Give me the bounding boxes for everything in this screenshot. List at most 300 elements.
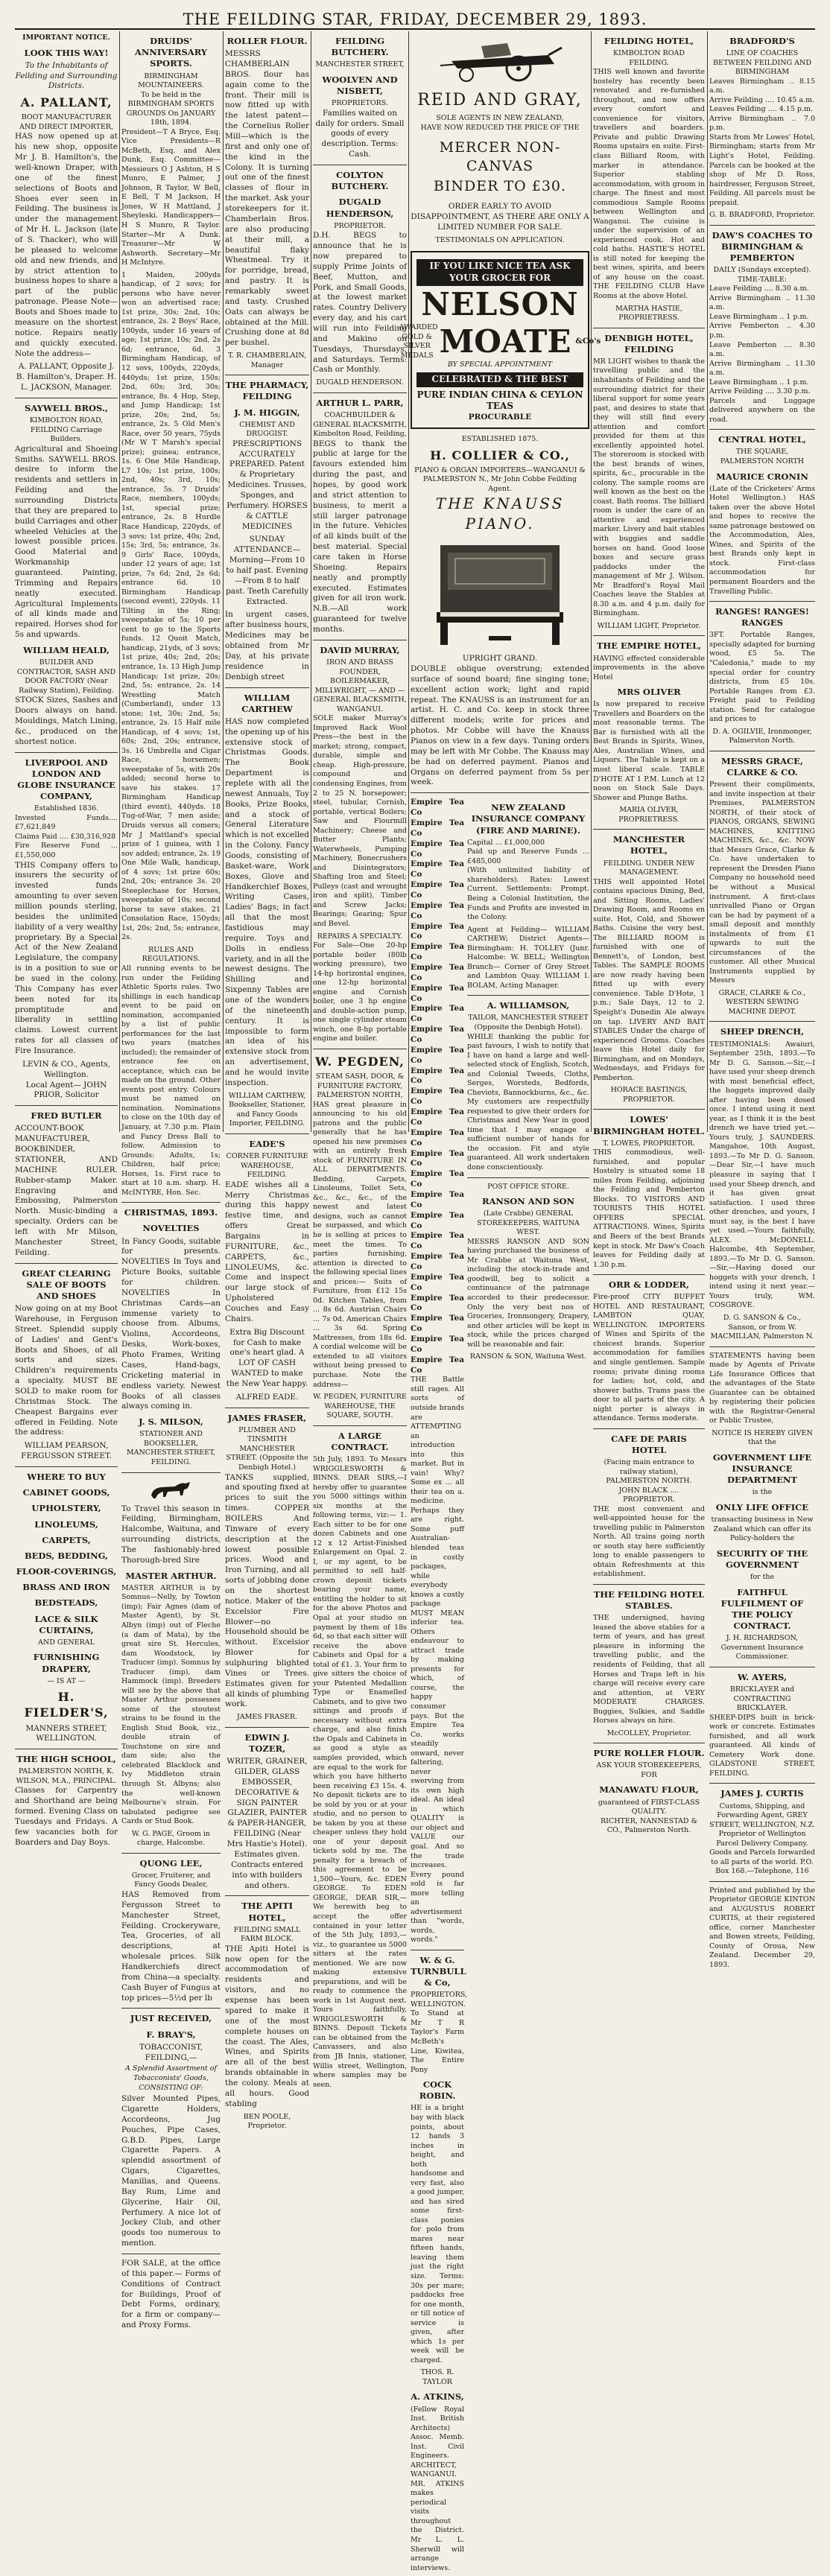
reid-order: ORDER EARLY TO AVOID DISAPPOINTMENT, AS THERE ARE ONLY A LIMITED NUMBER FOR SALE. xyxy=(411,202,589,232)
chamberlain-signature: T. R. CHAMBERLAIN, Manager xyxy=(227,352,307,369)
apiti-signature: BEN POOLE, Proprietor. xyxy=(243,2112,291,2131)
empire-tea-line: Empire Tea Co xyxy=(411,1045,464,1065)
divider xyxy=(121,1202,221,1203)
woolven-prop: PROPRIETORS. xyxy=(331,99,389,108)
daws-time: Arrive Birmingham .. 11.30 a.m. xyxy=(709,359,815,378)
only-body: transacting business in New Zealand which can offer its Policy-holders the xyxy=(711,1516,814,1543)
contract-title: A LARGE CONTRACT. xyxy=(331,1430,389,1452)
daws-time: Arrive Feilding .... 3.30 p.m. xyxy=(709,387,811,396)
butchery-street: MANCHESTER STREET, xyxy=(315,60,405,69)
divider xyxy=(709,1021,815,1022)
empire-tea-line: Empire Tea Co xyxy=(411,1334,464,1354)
high-school-subtitle: PALMERSTON NORTH, K. WILSON, M.A., PRINCIPAL. xyxy=(16,1767,117,1785)
tozer-title: EDWIN J. TOZER, xyxy=(244,1731,290,1755)
divider xyxy=(709,601,815,602)
fred-butler-body: ACCOUNT-BOOK MANUFACTURER, BOOKBINDER, STATIONER, AND MACHINE RULER. Rubber-stamp Maker. Engraving and Embossing, Palmerston North. Music-binding a specialty. Orders can be left with Mr Milson, Manchester Street, Feilding. xyxy=(15,1124,118,1257)
bradford-time: Arrive Birmingham .. 7.0 p.m. xyxy=(709,114,815,133)
cafe-body: THE most convenient and well-appointed house for the travelling public in Palmerston North. All trains going north or south stay here sufficiently long to enable passengers to obtain Refreshments at this establishment. xyxy=(593,1504,705,1579)
mercer-title: MERCER NON-CANVAS xyxy=(439,139,561,175)
fraser-subtitle: PLUMBER AND TINSMITH MANCHESTER STREET. (Opposite the Denbigh Hotel.) xyxy=(226,1425,308,1472)
divider xyxy=(225,1727,309,1728)
column-5 xyxy=(399,31,601,2572)
ranson-signature: RANSON & SON, Waituna West. xyxy=(469,1352,587,1361)
fielder-city: WELLINGTON. xyxy=(36,1734,97,1743)
fielder-line: — IS AT — xyxy=(47,1676,86,1685)
nz-paid: Paid up and Reserve Funds ... £485,000 xyxy=(467,847,589,865)
bastings-signature: HORACE BASTINGS, PROPRIETOR. xyxy=(610,1086,688,1104)
cafe-de-paris-title: CAFE DE PARIS HOTEL xyxy=(611,1433,687,1455)
manchester-body: THIS well appointed Hotel contains spacious Dining, Bed, and Sitting Rooms, Ladies' Drawing Room, and Rooms en suite. Hot, Cold, and Shower Baths. Cuisine the very best. The BILLIARD ROOM is furnished with one of Bennett's, of London, best Tables. The SAMPLE ROOMS are now ready having been fitted up with every convenience. Table D'Hote, 1 p.m.; Sale Days, 12 to 2. Speight's Dunedin Ale always on tap. LIVERY AND BAIT STABLES Under the charge of experienced Grooms. Coaches leave this Hotel daily for Birmingham, and on Mondays, Wednesdays, and Fridays for Pemberton. xyxy=(593,877,705,1082)
cronin-body: (Late of the Cricketers' Arms Hotel Wellington.) HAS taken over the above Hotel and hopes to receive the same patronage bestowed on the Accommodation, Ales, Wines, and Spirits of the best Brands only kept in stock. First-class accommodation for permanent Boarders and the Travelling Public. xyxy=(709,484,815,596)
fielder-line: FLOOR-COVERINGS, xyxy=(16,1566,117,1577)
lower-section xyxy=(411,798,589,2576)
apiti-title: THE APITI HOTEL, xyxy=(241,1901,294,1923)
williamson-subtitle: TAILOR, MANCHESTER STREET (Opposite the Denbigh Hotel). xyxy=(468,1014,589,1031)
druids-title: DRUIDS' ANNIVERSARY SPORTS. xyxy=(134,36,208,69)
bradford-title: BRADFORD'S xyxy=(729,36,795,46)
orr-lodder-title: ORR & LODDER, xyxy=(609,1279,689,1291)
stables-title: THE FEILDING HOTEL STABLES. xyxy=(593,1588,705,1612)
nz-insurance-body: (With unlimited liability of shareholders). Rates: Lowest Current. Settlements: Prompt. Being a Colonial Institution, the Funds and Profits are invested in the Colony. xyxy=(467,866,589,922)
bradford-subtitle: LINE OF COACHES BETWEEN FEILDING AND BIRMINGHAM xyxy=(713,49,811,77)
divider xyxy=(593,1274,705,1275)
fred-butler-title: FRED BUTLER xyxy=(31,1110,102,1122)
pearson-signature: WILLIAM PEARSON, FERGUSSON STREET. xyxy=(21,1441,112,1461)
medals-awarded: AWARDED GOLD & SILVER MEDALS xyxy=(399,323,438,360)
divider xyxy=(313,392,407,393)
lower-right xyxy=(467,798,589,2576)
local-agent: Local Agent— JOHN PRIOR, Solicitor xyxy=(25,1080,107,1100)
is-the: is the xyxy=(752,1488,773,1497)
nz-capital: Capital ... £1,000,000 xyxy=(467,838,545,847)
grace-signature: GRACE, CLARKE & Co., WESTERN SEWING MACHINE DEPOT. xyxy=(718,988,806,1016)
daws-time: Leave Pemberton .... 8.30 a.m. xyxy=(709,340,815,359)
murray-for-sale: For Sale—One 20-hp portable boiler (80lb working pressure), two 14-hp horizontal engines, one 12-hp horizontal engine and Cornish boiler, one 3 hp engine and double-action pump, one single cylinder steam winch, one 8-hp portable engine and boiler. xyxy=(313,941,407,1043)
funds-fire: Fire Reserve Fund ... £1,550,000 xyxy=(15,842,118,859)
celebrated-best: CELEBRATED & THE BEST xyxy=(416,372,583,387)
higgin-subtitle: CHEMIST AND DRUGGIST. xyxy=(239,420,295,439)
manawatu-flour: MANAWATU FLOUR, xyxy=(599,1784,699,1796)
taylor-signature: THOS. R. TAYLOR xyxy=(420,2368,454,2386)
column-6 xyxy=(593,31,706,1835)
empire-tea-line: Empire Tea Co xyxy=(411,1189,464,1209)
divider xyxy=(467,995,589,996)
divider xyxy=(15,752,118,753)
feilding-hotel-subtitle: KIMBOLTON ROAD FEILDING. xyxy=(613,49,685,67)
only-life-office: ONLY LIFE OFFICE xyxy=(715,1501,809,1513)
high-school-body: Classes for Carpentry and Shorthand are being formed. Evening Class on Tuesdays and Fridays. A few vacancies both for Boarders and Day Boys. xyxy=(15,1786,118,1847)
fielder-line: FURNISHING DRAPERY, xyxy=(33,1652,100,1674)
empire-tea-line: Empire Tea Co xyxy=(411,963,464,982)
pegden-subtitle: STEAM SASH, DOOR, & FURNITURE FACTORY, PALMERSTON NORTH, xyxy=(315,1072,405,1100)
empire-tea-line: Empire Tea Co xyxy=(411,1293,464,1313)
cock-robin-title: COCK ROBIN. xyxy=(419,2079,456,2102)
fielder-line: BEDS, BEDDING, xyxy=(24,1550,109,1561)
empire-tea-line: Empire Tea Co xyxy=(411,1107,464,1127)
higgin-title: J. M. HIGGIN, xyxy=(234,407,300,418)
ranges-title: RANGES! RANGES! RANGES xyxy=(715,606,809,629)
curtis-title: JAMES J. CURTIS xyxy=(720,1788,804,1799)
forms-for-sale: FOR SALE, at the office of this paper.— Forms of Conditions of Contract for Buildings, Proof of Debt Forms, ordinary, for a firm or company—and Proxy Forms. xyxy=(121,2258,221,2330)
cock-robin-stand: To Stand at Mr T R Taylor's Farm McBeth's Line, Kiwitea, The Entire Pony xyxy=(411,2009,464,2074)
oliver-body: Is now prepared to receive Travellers and Boarders on the most reasonable terms. The Bar is furnished with all the Best Brands in Spirits, Wines, Ales, Australian Wines, and Liquors. The Table is kept on a most liberal scale. TABLE D'HOTE AT 1 P.M. Lunch at 12 noon on Stock Sale Days. Shower and Plunge Baths. xyxy=(593,700,706,802)
empire-tea-line: Empire Tea Co xyxy=(411,983,464,1003)
nelson-wordmark: NELSON xyxy=(421,286,579,323)
higgin-body: PRESCRIPTIONS ACCURATELY PREPARED. Patent & Proprietary Medicines. Trusses, Sponges, and Perfumery. HORSES & CATTLE MEDICINES xyxy=(226,439,308,531)
druids-officers: President—T A Bryce, Esq. Vice Presidents—R McBeth, Esq. and Alex Dunk, Esq. Committee—Messieurs O J Ashton, H S Munro, E Palmer, J Johnson, R Taylor, W Bell, E Bell, T M Jackson, H Jones, W H Mattland, J Sheyleski. Handicappers—H S Munro, R Taylor. Starter—Mr A Dunk. Treasurer—Mr W Ashworth. Secretary—Mr H McIntyre. xyxy=(121,127,221,267)
fielder-line: CARPETS, xyxy=(42,1534,91,1545)
divider xyxy=(15,1263,118,1264)
empire-tea-line: Empire Tea Co xyxy=(411,818,464,838)
druids-held: To be held in the BIRMINGHAM SPORTS GROUNDS On JANUARY 18th, 1894. xyxy=(126,90,216,127)
bradford-time: Leaves Feilding .... 4.15 p.m. xyxy=(709,105,813,114)
ayers-subtitle: BRICKLAYER and CONTRACTING BRICKLAYER. xyxy=(729,1685,795,1713)
nz-insurance-title: NEW ZEALAND INSURANCE COMPANY (FIRE AND MARINE). xyxy=(471,802,586,836)
ayers-body: SHEEP-DIPS built in brick-work or concrete. Estimates furnished, and all work guaranteed. All kinds of Cemetery Work done. GLADSTONE STREET, FEILDING. xyxy=(709,1713,815,1778)
eade-body: EADE wishes all a Merry Christmas during this happy festive time, and offers Great Bargains in FURNITURE, &c., CARPETS, &c., LINOLEUMS, &c. Come and inspect our large stock of Upholstered Couches and Easy Chairs. xyxy=(225,1180,309,1323)
flour-guaranteed: guaranteed of FIRST-CLASS QUALITY. xyxy=(598,1798,700,1816)
column-divider xyxy=(223,31,224,1132)
turnbull-title: W. & G. TURNBULL & Co, xyxy=(411,1954,466,1988)
divider xyxy=(593,1428,705,1429)
moate-company: &Co's xyxy=(575,337,601,346)
butchery-body: Families waited on daily for orders. Small goods of every description. Terms: Cash. xyxy=(315,108,405,159)
denbigh-body: MR LIGHT wishes to thank the travelling public and the inhabitants of Feilding and the surrounding district for their liberal support for some years past, and desires to state that they will still find every attention and comfort provided for them at this excellently appointed hotel. The storeroom is stocked with the best brands of wines, spirits, &c., procurable in the colony. The sample rooms are well known as the best on the coast. Bath rooms. The billiard room is under the care of an attentive and experienced marker. Livery and bait stables with buggies and saddle horses on hand. Good loose boxes and secure grass paddocks under the management of Mr J. Wilson. Mr Bradford's Royal Mail Coaches leave the Stables at 8.30 a.m. and 4 p.m. daily for Birmingham. xyxy=(593,357,705,618)
bray-subtitle: A Splendid Assortment of Tobacconists' Goods, CONSISTING OF: xyxy=(125,2064,217,2092)
druids-events: 1 Maiden, 200yds handicap, of 2 sovs; for persons who have never won an advertised race; 1st prize, 30s; 2nd, 10s; entrance, 2s. 2 Boys' Race, 100yds, under 16 years of age; 1st prize, 10s; 2nd, 2s 6d; entrance, 6d. 3 Birmingham Handicap, of 12 sovs, 100yds, 220yds, 440yds; 1st prize, 150s; 2nd, 60s; 3rd, 30s; entrance, 8s. 4 Hop, Step, and Jump Handicap; 1st prize, 20s; 2nd, 5s; entrance, 2s. 5 Old Men's Race, over 50 years, 75yds (Mr W T Marsh's special prize); guinea; entrance, 1s. 6 One Mile Handicap, L7 10s; 1st prize, 100s; 2nd, 40s; 3rd, 10s; entrance, 5s. 7 Druids' Race, members, 100yds; 1st, special prize; entrance, 2s. 8 Hurdle Race Handicap, 220yds, of 3 sovs; 1st prize, 40s; 2nd, 15s; 3rd, 5s; entrance, 3s. 9 Girls' Race, 100yds, under 12 years of age; 1st prize, 7s 6d; 2nd, 2s 6d; entrance 6d. 10 Birmingham Handicap (second event), 220yds. 11 Tilting in the Ring; sweepstake of 5s; 10 per cent to go to the Sports funds. 12 Quoit Match, handicap, 21yds, of 3 sovs; 1st prize, 40s; 2nd, 20s; entrance, 1s. 13 High Jump Handicap; 1st prize, 20s; 2nd, 5s; entrance, 2s. 14 Wrestling Match (Cumberland), under 13 stone; 1st, 30s; 2nd, 5s; entrance, 2s. 15 Half mile Handicap, of 4 sovs; 1st, 60s; 2nd, 20s; entrance, 3s. 16 Umbrella and Cigar Race, horsemen; sweepstake of 5s, with 20s added; second horse to save his stakes. 17 Birmingham Handicap (third event), 440yds. 18 Tug-of-War, 7 men aside; Druids versus all comers; Mr J Mattland's special prize of 1 guinea, with 1 sov added; entrance, 2s. 19 One Mile Walk, handicap, of 4 sovs; 1st prize 60s; 2nd, 20s; entrance 3s. 20 Steeplechase for Horses, sweepstake of 10s; second horse to save stakes. 21 Consolation Race, 150yds; 1st, 20s; 2nd, 5s; entrance, 2s. xyxy=(121,270,221,942)
lowes-proprietor: T. LOWES, PROPRIETOR. xyxy=(603,1139,695,1148)
bray-body: Silver Mounted Pipes, Cigarette Holders, Accordeons, Jug Pouches, Pipe Cases, G.B.D. Pipes, Large Cigarette Papers. A splendid assortment of Cigars, Cigarettes, Manillas, and Queens. Bay Rum, Lime and Glycerine, Hair Oil, Perfumery. A nice lot of Jockey Club, and other goods too numerous to mention. xyxy=(121,2094,221,2248)
liverpool-est: Established 1836. xyxy=(34,804,99,813)
levin-agents: LEVIN & CO., Agents, Wellington. xyxy=(22,1059,110,1079)
masthead: THE FEILDING STAR, FRIDAY, DECEMBER 29, 1893. xyxy=(183,10,647,28)
central-hotel-title: CENTRAL HOTEL, xyxy=(718,434,806,445)
henderson-title: DUGALD HENDERSON, xyxy=(326,197,394,219)
column-7 xyxy=(709,31,815,1970)
empire-hotel-title: THE EMPIRE HOTEL, xyxy=(596,640,702,652)
fielder-line: UPHOLSTERY, xyxy=(31,1503,101,1514)
saywell-body: Agricultural and Shoeing Smiths. SAYWELL BROS. desire to inform the residents and settlers in Feilding and the surrounding Districts that they are prepared to build Carriages and other wheeled Vehicles at the lowest possible prices. Good Material and Workmanship guaranteed. Painting, Trimming and Repairs neatly executed. Agricultural Implements of all kinds made and repaired. Horses shod for 5s and upwards. xyxy=(15,444,118,640)
pallant-body: HAS now opened up at his new shop, opposite Mr J. B. Hamilton's, the well-known Draper, with one of the finest selections of Boots and Shoes ever seen in Feilding. The business is under the management of Mr H. L. Jackson (late of S. Thacker), who will be pleased to welcome old and new friends, and by strict attention to business hopes to share a part of the public patronage. Please Note—Boots and Shoes made to measure on the shortest notice. Repairs neatly and quickly executed. Note the address— xyxy=(15,132,118,358)
lowes-body: THIS commodious, well-furnished, and popular Hostelry is situated some 18 miles from Feilding, adjoining the Feilding and Pemberton Blocks. TO VISITORS AND TOURISTS THIS HOTEL OFFERS SPECIAL ATTRACTIONS. Wines, Spirits and Beers of the best Brands kept in stock. Mr Daw's Coach leaves for Feilding daily at 1.30 p.m. xyxy=(593,1148,705,1269)
reid-gray-title: REID AND GRAY, xyxy=(417,91,583,109)
cock-robin-body: HE is a bright bay with black points, about 12 hands 3 inches in height, and both handsome and very fast, also a good jumper, and has sired some first-class ponies for polo from mares near fifteen hands, leaving them just the right size. Terms: 30s per mare; paddocks free for one month, or till notice of service is given, after which 1s per week will be charged. xyxy=(411,2104,464,2364)
druids-rules: All running events to be run under the Feilding Athletic Sports rules. Two shillings in each handicap event to be paid on nomination, accompanied by a list of public performances for the last two years (matches included); the remainder of entrance fee on acceptance, which can be made on the ground. Other events post entry. Colours must be named on nomination. Nominations to close on the 10th day of January, at 7.30 p.m. Plain and Fancy Dress Ball to follow. Admission to Grounds: Adults, 1s; Children, half price; Horses, 1s. First race to start at 10 a.m. sharp. H. McINTYRE, Hon. Sec. xyxy=(121,964,221,1197)
page-signature: W. G. PAGE, Groom in charge, Halcombe. xyxy=(131,1829,211,1848)
oliver-title: MRS OLIVER xyxy=(617,687,681,698)
column-3 xyxy=(225,31,309,2131)
pegden-body: HAS great pleasure in announcing to his old patrons and the public generally that he has opened his new premises with an entirely fresh stock of FURNITURE IN ALL DEPARTMENTS. Bedding, Carpets, Linoleums, Toilet Sets, &c., &c., &c., of the newest and latest designs, such as cannot be surpassed, and which he is selling at prices to meet the times. To parties furnishing, attention is directed to the following special lines and prices:— Suits of Furniture, from £12 15s 0d. Kitchen Tables, from ... 8s 6d. Austrian Chairs ... 7s 0d. American Chairs ... 3s 6d. Spring Mattresses, from 18s 6d. A cordial welcome will be extended to all visitors without being pressed to purchase. Note the address— xyxy=(313,1100,407,1389)
empire-tea-list xyxy=(411,798,468,2576)
empire-tea-line: Empire Tea Co xyxy=(411,1148,464,1168)
bradford-signature: G. B. BRADFORD, Proprietor. xyxy=(709,211,815,220)
atkins-body: (Fellow Royal Inst. British Architects) Assoc. Memb. Inst. Civil Engineers. ARCHITECT, WANGANUI. MR. ATKINS makes periodical visits throughout the District. Mr L. L. Sherwill will arrange interviews. xyxy=(411,2405,464,2572)
urgent-cases: In urgent cases, after business hours, Medicines may be obtained from Mr Day, at his private residence in Denbigh street xyxy=(225,610,309,681)
for-the: for the xyxy=(750,1573,775,1582)
carthew-title: WILLIAM CARTHEW xyxy=(241,692,293,714)
look-heading: LOOK THIS WAY! xyxy=(24,47,109,58)
empire-battle-text: THE Battle still rages. All sorts of outside brands are ATTEMPTING an introduction into this market. But in vain! Why? Some ex ... all their tea on a. medicine. Perhaps they are right. Some puff Australian-blended teas in costly packages, while everybody knows a costly package MUST MEAN inferior tea. Others endeavour to attract trade by making presents for which, of course, the happy consumer pays. But the Empire Tea Co. works steadily onward, never faltering, never swerving from its own high ideal. An ideal in which QUALITY is our object and VALUE our goal. And so the trade increases. Every pound sold is far more telling an advertisement than "words, words, words." xyxy=(411,1376,464,1944)
high-school-title: THE HIGH SCHOOL, xyxy=(16,1754,116,1765)
fielder-line: BRASS AND IRON xyxy=(22,1582,110,1593)
atkins-title: A. ATKINS, xyxy=(411,2391,464,2402)
collier-subtitle: PIANO & ORGAN IMPORTERS—WANGANUI & PALMERSTON N., Mr John Cobbe Feilding Agent. xyxy=(414,465,586,493)
novelties-heading: NOVELTIES xyxy=(142,1223,200,1234)
heald-body: STOCK Sizes, Sashes and Doors always on hand. Mouldings, Match Lining, &c., produced on the shortest notice. xyxy=(15,696,118,746)
novelties-body: In Fancy Goods, suitable for presents. NOVELTIES In Toys and Picture Books, suitable for children. NOVELTIES In Christmas Cards—an immense variety to choose from. Albums, Violins, Accordeons, Desks, Work-boxes, Photo Frames, Writing Cases, Hand-bags, Cricketing material in endless variety. Newest Books of all classes always coming in. xyxy=(121,1236,221,1411)
saywell-title: SAYWELL BROS., xyxy=(25,402,108,413)
empire-tea-line: Empire Tea Co xyxy=(411,900,464,920)
reid-reduced: HAVE NOW REDUCED THE PRICE OF THE xyxy=(420,123,580,132)
repairs-specialty: REPAIRS A SPECIALTY. xyxy=(317,932,403,941)
druids-rules-heading: RULES AND REGULATIONS. xyxy=(142,945,200,964)
druids-club: BIRMINGHAM MOUNTAINEERS. xyxy=(138,71,204,90)
light-signature: WILLIAM LIGHT, Proprietor. xyxy=(597,621,701,630)
fraser-title: JAMES FRASER, xyxy=(227,1412,307,1423)
ogilvie-signature: D. A. OGILVIE, Ironmonger, Palmerston North. xyxy=(712,727,812,745)
funds-claims: Claims Paid .... £30,316,928 xyxy=(15,832,116,841)
empire-tea-line: Empire Tea Co xyxy=(411,1004,464,1024)
divider xyxy=(709,1881,815,1882)
divider xyxy=(225,1133,309,1134)
divider xyxy=(709,225,815,226)
daws-time: Arrive Birmingham .. 11.30 a.m. xyxy=(709,293,815,312)
woolven-title: WOOLVEN AND NISBETT, xyxy=(322,74,398,97)
ask-storekeepers: ASK YOUR STOREKEEPERS, FOR xyxy=(596,1761,702,1779)
fielder-title: H. FIELDER'S, xyxy=(24,1690,109,1720)
eade-title: EADE'S xyxy=(249,1138,285,1149)
that-the: that the xyxy=(748,1438,776,1447)
empire-tea-line: Empire Tea Co xyxy=(411,798,464,818)
timetable-heading: TIME-TABLE: xyxy=(738,275,787,284)
tozer-body: WRITER, GRAINER, GILDER, GLASS EMBOSSER, DECORATIVE & SIGN PAINTER GLAZIER, PAINTER & PAPER-HANGER, FEILDING (Near Mrs Hastie's Hotel). Estimates given. Contracts entered into with builders and others. xyxy=(226,1757,308,1890)
empire-tea-line: Empire Tea Co xyxy=(411,1314,464,1334)
column-2 xyxy=(121,31,221,2330)
parr-subtitle: COACHBUILDER & GENERAL BLACKSMITH, Kimbolton Road, Feilding, xyxy=(313,411,407,439)
bradford-time: Leaves Birmingham .. 8.15 a.m. xyxy=(709,77,815,95)
column-divider xyxy=(408,31,409,1132)
tea-ask-grocer: IF YOU LIKE NICE TEA ASK YOUR GROCER FOR xyxy=(416,259,583,286)
master-arthur-body: MASTER ARTHUR is by Somnus—Nelly, by Towton (imp); Fair Agnes (dam of Master Agent), by St. Albyn (imp) out of Fleche (a dam of Mata), by the great sire St. Hercules, dam Woodstock, by Traducer (imp). Somnus by Traducer (imp), dam Hammock (imp). Breeders will see by the above that Master Arthur possesses some of the stoutest strains to be found in the English Stud Book, viz., double strain of Touchstone on sire and dam side; also the celebrated Blacklock and Ivy Middleton strain through St. Albyns; also the well-known Melbourne's strain. For tabulated pedigree see Cards or Stud Book. xyxy=(121,1583,221,1826)
sheep-drench-title: SHEEP DRENCH, xyxy=(720,1026,805,1037)
empire-tea-line: Empire Tea Co xyxy=(411,1128,464,1148)
carthew-body: HAS now completed the opening up of his extensive stock of Christmas Goods. The Book Department is replete with all the newest Annuals, Toy Books, Prize Books, and a stock of General Literature which is not excelled in the Colony. Fancy Goods, consisting of Basket-ware, Work Boxes, Glove and Handkerchief Boxes, Writing Cases, Ladies' Bags; in fact all that the most fastidious may require. Toys and Dolls in endless variety, and in all the newest designs. The Shilling and Sixpenny Tables are one of the wonders of the nineteenth century. It is impossible to form an idea of his extensive stock from an advertisement, and he would invite inspection. xyxy=(225,716,309,1087)
special-appointment: BY SPECIAL APPOINTMENT xyxy=(447,360,553,369)
clearing-sale-body: Now going on at my Boot Warehouse, in Ferguson Street. Splendid supply of Ladies' and Gent's Boots and Shoes, of all sorts and sizes. Children's requirements a specialty. MUST BE SOLD to make room for Christmas Stock. The Cheapest Bargains ever offered in Feilding. Note the address: xyxy=(15,1304,118,1437)
fielder-line: BEDSTEADS, xyxy=(34,1597,98,1609)
murray-body: SOLE maker Murray's Improved Rack Wool Press—the best in the market; strong, compact, durable, simple and cheap. High-pressure, compound and condensing Engines, from 2 to 25 N. horsepower; steel, tubular, Cornish, portable, vertical Boilers; Saw and Flourmill Machinery; Cheese and Butter Plants; Waterwheels, Pumping Machinery, Bonecrushers and Disintegrators; Shafting Iron and Steel; Pulleys (cast and wrought iron and split), Timber and Screw Jacks; Bearings; Gearing; Spur and Bevel. xyxy=(313,714,407,928)
saywell-subtitle: KIMBOLTON ROAD, FEILDING Carriage Builders. xyxy=(29,416,104,444)
column-divider xyxy=(707,31,708,1132)
eade-subtitle: CORNER FURNITURE WAREHOUSE, FEILDING. xyxy=(226,1152,308,1180)
contract-body: 5th July, 1893. To Messrs WRIGGLESWORTH & BINNS. DEAR SIRS,—I hereby offer to guarantee you 5000 sittings within six months at the following terms, viz:— 1. Each sitter to be for one dozen Cabinets and one 12 x 12 Artist-Finished Enlargement on Opal. 2. I, or my agent, to be permitted to sell half-crown deposit tickets bearing your name, entitling the holder to sit for the above Photos and Opal at your studio on payment by them of 18s 6d, so that each sitter will receive the above Cabinets and Opal for a total of £1. 3. Your firm to give sitters the choice of your Patented Medallion Type or Enamelled Cabinets, and to give two sittings and proofs if necessary without extra charge, and also finish the Opals and Cabinets in as good a style as samples provided, which are equal to the work for which you have hitherto been receiving £3 15s. 4. No deposit tickets are to be sold by you or at your studio, and no person to be taken by you at these cheaper unless they hold one of your deposit tickets sold by me. The penalty for a breach of this agreement to be 1,500—Yours, &c. EDEN GEORGE. To EDEN GEORGE, DEAR SIR,—We herewith beg to accept the offer contained in your letter of the 5th July, 1893,—viz., to guarantee us 5000 sitters at the rates mentioned. We are now making extensive preparations, and will be ready to commence the work in 1st August next. Yours faithfully, WRIGGLESWORTH & BINNS. Deposit Tickets can be obtained from the Canvassers, and also from JB Innis, stationer, Willis street, Wellington, where samples may be seen. xyxy=(313,1454,407,2089)
cafe-subtitle: (Facing main entrance to railway station), PALMERSTON NORTH. xyxy=(604,1458,694,1486)
divider xyxy=(709,429,815,430)
nelson-moate-ad xyxy=(399,251,601,429)
fielder-line: LINOLEUMS, xyxy=(34,1518,98,1530)
collier-title: H. COLLIER & CO., xyxy=(430,448,570,462)
procurable: PROCURABLE xyxy=(468,413,532,422)
column-divider xyxy=(119,31,120,1132)
masthead-rule xyxy=(15,28,815,30)
notice-heading: IMPORTANT NOTICE. xyxy=(22,34,110,42)
binder-price: BINDER TO £30. xyxy=(433,178,567,195)
daws-time: Leave Birmingham .. 1 p.m. xyxy=(709,378,809,387)
ranson-subtitle: (Late Crabbe) GENERAL STOREKEEPERS, WAITUNA WEST. xyxy=(477,1209,580,1237)
divider xyxy=(593,635,705,636)
where-to-buy: WHERE TO BUY xyxy=(27,1472,106,1483)
nz-insurance-agents: Agent at Feilding— WILLIAM CARTHEW; District Agents— Birmingham: H. TOLLEY (Junr. Halcombe: W. BELL; Wellington Branch— Corner of Grey Street and Lambton Quay. WILLIAM I. BOLAM, Acting Manager. xyxy=(467,925,589,990)
bradford-time: Arrive Feilding .... 10.45 a.m. xyxy=(709,95,815,104)
henderson-signature: DUGALD HENDERSON. xyxy=(316,378,404,387)
central-subtitle: THE SQUARE, PALMERSTON NORTH xyxy=(720,448,805,465)
divider xyxy=(121,1472,221,1473)
piano-icon xyxy=(425,538,574,649)
heald-subtitle: BUILDER AND CONTRACTOR, SASH AND DOOR FACTORY (Near Railway Station), Feilding. xyxy=(16,658,116,695)
empire-tea-line: Empire Tea Co xyxy=(411,1355,464,1375)
daws-title: DAW'S COACHES TO BIRMINGHAM & PEMBERTON xyxy=(712,229,813,264)
ranson-body: MESSRS RANSON AND SON having purchased the business of Mr Crabbe at Waituna West, including the stock-in-trade and goodwill, beg to solicit a continuance of the patronage accorded to their predecessor. Only the very best nos of Groceries, Ironmongery, Drapery, and other articles will be kept in stock, while the prices charged will be reasonable and fair. xyxy=(467,1237,589,1349)
empire-tea-line: Empire Tea Co xyxy=(411,1231,464,1251)
master-arthur-title: MASTER ARTHUR. xyxy=(125,1570,217,1581)
empire-tea-line: Empire Tea Co xyxy=(411,1252,464,1271)
divider xyxy=(15,1105,118,1106)
moate-wordmark: MOATE xyxy=(439,323,571,360)
empire-hotel-body: HAVING effected considerable improvements in the above Hotel xyxy=(593,654,705,681)
quong-subtitle: Grocer, Fruiterer, and Fancy Goods Dealer, xyxy=(131,1871,211,1889)
divider xyxy=(225,687,309,688)
reid-testimonials: TESTIMONIALS ON APPLICATION. xyxy=(435,235,565,244)
murray-subtitle: IRON AND BRASS FOUNDER, BOILERMAKER, MILLWRIGHT, — AND — GENERAL BLACKSMITH, WANGANUI. xyxy=(313,658,407,713)
sheep-drench-body: TESTIMONIALS: Awaiuri, September 25th, 1893.—To Mr D. G. Sanson.—Sir,—I have used your sheep drench with most beneficial effect, the hoggets improved daily after having been dosed once. I intend using it next year, as I think it is the best drench we have tried yet.—Yours truly, J. SAUNDERS. Mangahoe, 10th August, 1893.—To Mr D. G. Sanson.—Dear Sir,—I have much pleasure in saying that I used your Sheep drench, and it has given great satisfaction. I used three other drenches, and yours, I must say, is the best I have yet used.—Yours faithfully, ALEX. McDONELL. Halcombe, 4th September, 1893.—To Mr D. G. Sanson.—Sir,—Having dosed our hoggets with your drench, I intend using it next year.—Yours truly, WM. COSGROVE. xyxy=(709,1040,815,1310)
column-1 xyxy=(15,31,118,1847)
divider xyxy=(593,1584,705,1585)
quong-body: HAS Removed from Fergusson Street to Manchester Street, Feilding. Crockeryware, Tea, Groceries, of all descriptions, at wholesale prices. Silk Handkerchiefs direct from China—a specialty. Cash Buyer of Fungus at top prices—5½d per lb xyxy=(121,1889,221,2003)
manchester-hotel-title: MANCHESTER HOTEL, xyxy=(612,834,685,856)
divider xyxy=(121,2008,221,2009)
carthew-signature: WILLIAM CARTHEW, Bookseller, Stationer, and Fancy Goods Importer, FEILDING. xyxy=(228,1091,306,1128)
bray-trade: TOBACCONIST, FEILDING,— xyxy=(139,2042,203,2062)
empire-tea-line: Empire Tea Co xyxy=(411,1025,464,1045)
column-4 xyxy=(313,31,407,2089)
hastie-signature: MARTHA HASTIE, PROPRIETRESS. xyxy=(615,304,682,322)
fraser-body: TANKS supplied, and spouting fixed at prices to suit the times. COPPER BOILERS And Tinware of every description at the lowest possible prices. Wood and Iron Turning, and all sorts of jobbing done on the shortest notice. Maker of the Excelsior Fire Blower—no Household should be without. Excelsior Blower for sulphuring blighted Vines or Trees. Estimates given for all kinds of plumbing work. xyxy=(225,1472,309,1709)
statements: STATEMENTS having been made by Agents of Private Life Insurance Offices that the advantages of the State Guarantee can be obtained by registering their policies with the Registrar-General or Public Trustee, xyxy=(709,1351,815,1425)
pallant-title: A. PALLANT, xyxy=(20,95,113,110)
collier-established: ESTABLISHED 1875. xyxy=(461,435,539,444)
daws-time: Arrive Pemberton .. 4.30 p.m. xyxy=(709,322,815,340)
cronin-title: MAURICE CRONIN xyxy=(716,471,808,482)
divider xyxy=(411,792,589,793)
mccolley-signature: McCOLLEY, Proprietor. xyxy=(606,1729,691,1737)
murray-title: DAVID MURRAY, xyxy=(320,644,400,655)
richter-signature: RICHTER, NANNESTAD & CO., Palmerston North. xyxy=(601,1816,697,1835)
christmas-title: CHRISTMAS, 1893. xyxy=(124,1207,218,1218)
to-inhabitants: To the Inhabitants of Feilding and Surrounding Districts. xyxy=(15,60,118,91)
daws-note: Parcels and Luggage delivered anywhere on the road. xyxy=(709,396,815,424)
daws-time: Leave Birmingham .. 1 p.m. xyxy=(709,312,809,321)
post-office-store: POST OFFICE STORE. xyxy=(487,1182,569,1191)
divider xyxy=(593,829,705,830)
milson-subtitle: STATIONER AND BOOKSELLER, MANCHESTER STREET, FEILDING. xyxy=(126,1430,216,1466)
apiti-body: THE Apiti Hotel is now open for the accommodation of residents and visitors, and no expense has been spared to make it one of the most complete houses on the coast. The Ales, Wines, and Spirits are all of the best brands obtainable in the colony. Meals at all hours. Good stabling xyxy=(225,1944,309,2108)
empire-tea-line: Empire Tea Co xyxy=(411,942,464,962)
binder-machine-icon xyxy=(437,39,563,83)
divider xyxy=(467,1177,589,1178)
pure-roller-flour: PURE ROLLER FLOUR. xyxy=(593,1748,705,1759)
empire-tea-line: Empire Tea Co xyxy=(411,1169,464,1189)
divider xyxy=(225,1895,309,1896)
divider xyxy=(593,1109,705,1110)
daws-subtitle: DAILY (Sundays excepted). xyxy=(713,266,811,275)
parr-body: BEGS to thank the public at large for the favours extended him during the past, and hopes, by good work and strict attention to business, to merit a still larger patronage in the future. Vehicles of all kinds built of the best material. Special care taken in Horse Shoeing. Repairs neatly and promptly executed. Estimates given for all iron work. N.B.—All work guaranteed for twelve months. xyxy=(313,439,407,635)
apiti-subtitle: FEILDING SMALL FARM BLOCK. xyxy=(233,1925,301,1944)
reid-sole: SOLE AGENTS IN NEW ZEALAND, xyxy=(436,114,564,123)
pallant-signature: A. PALLANT, Opposite J. B. Hamilton's, Draper. H. L. JACKSON, Manager. xyxy=(16,362,117,392)
eade-signature: ALFRED EADE. xyxy=(235,1392,299,1402)
pegden-title: W. PEGDEN, xyxy=(315,1054,405,1069)
eade-discount: Extra Big Discount for Cash to make one's heart glad. A LOT OF CASH WANTED to make the New Year happy. xyxy=(226,1327,308,1388)
divider xyxy=(313,1425,407,1426)
stables-body: THE undersigned, having leased the above stables for a term of years, and has great pleasure in informing the travelling public, and the residents of Feilding, that all Horses and Traps left in his charge will receive every care and attention, at VERY MODERATE CHARGES. Buggies, Sulkies, and Saddle Horses always on hire. xyxy=(593,1614,705,1726)
notice-given: NOTICE IS HEREBY GIVEN xyxy=(712,1428,813,1437)
govt-life-title: GOVERNMENT LIFE INSURANCE DEPARTMENT xyxy=(712,1451,812,1486)
pegden-signature: W. PEGDEN, FURNITURE WAREHOUSE, THE SQUARE, SOUTH. xyxy=(313,1393,407,1420)
fielder-street: MANNERS STREET, xyxy=(25,1723,107,1733)
turnbull-subtitle: PROPRIETORS, WELLINGTON. xyxy=(411,1991,468,2009)
divider xyxy=(709,1346,815,1347)
sanson-signature: D. G. SANSON & Co., Sanson, or from W. MACMILLAN, Palmerston N. xyxy=(710,1313,814,1341)
roller-flour-title: ROLLER FLOUR. xyxy=(226,36,308,46)
butchery-title: FEILDING BUTCHERY. xyxy=(331,36,389,58)
pallant-subtitle: BOOT MANUFACTURER AND DIRECT IMPORTER, xyxy=(19,113,113,131)
henderson-body: D.H. BEGS to announce that he is now prepared to supply Prime Joints of Beef, Mutton, and Pork, and Small Goods, at the lowest market rates. Country Delivery every day, and his cart will run into Feilding and Makino on Tuesdays, Thursdays, and Saturdays. Terms: Cash or Monthly. xyxy=(313,231,407,375)
grace-body: Present their compliments, and invite inspection at their Premises, PALMERSTON NORTH, of their stock of PIANOS, ORGANS, SEWING MACHINES, KNITTING MACHINES, &c., &c. NOW that Messrs Grace, Clarke & Co. have undertaken to represent the Dresden Piano Company no household need be without a Musical instrument. A first-class unrivalled Piano or Organ can be had by payment of a small deposit and monthly instalments of from £1 upwards to suit the circumstances of the customer. All other Musical Instruments supplied by Messrs xyxy=(709,780,815,985)
parr-title: ARTHUR L. PARR, xyxy=(316,397,404,408)
denbigh-title: DENBIGH HOTEL, FEILDING xyxy=(604,332,694,354)
quong-title: QUONG LEE, xyxy=(139,1857,203,1869)
upright-grand: UPRIGHT GRAND. xyxy=(462,654,538,664)
williamson-title: A. WILLIAMSON, xyxy=(487,1000,570,1011)
colyton-title: COLYTON BUTCHERY. xyxy=(331,170,389,192)
black-proprietor: JOHN BLACK .... PROPRIETOR. xyxy=(618,1486,679,1504)
security-title: SECURITY OF THE GOVERNMENT xyxy=(716,1548,808,1570)
lowes-title: LOWES' BIRMINGHAM HOTEL. xyxy=(593,1114,705,1136)
divider xyxy=(709,1783,815,1784)
orr-lodder-body: Fire-proof CITY BUFFET HOTEL AND RESTAURANT, LAMBTON QUAY, WELLINGTON. IMPORTERS of Wines and Spirits of the choicest brands. Superior accommodation for families and single gentlemen. Sample rooms; private dining rooms for ladies; hot, cold, and shower baths. Trams pass the door to all parts of the city. A night porter is always in attendance. Terms moderate. xyxy=(593,1293,705,1423)
ranges-body: 3FT. Portable Ranges, specially adapted for burning wood, £5 5s. The "Caledonia," made to my special order for country districts, from £5 10s. Portable Ranges from £3. Freight paid to Feilding station. Send for catalogue and prices to xyxy=(709,631,815,724)
sunday-attendance: SUNDAY ATTENDANCE— Morning—From 10 to half past. Evening—From 8 to half past. Teeth Carefully Extracted. xyxy=(225,535,309,606)
ayers-title: W. AYERS, xyxy=(738,1671,787,1682)
faithful-title: FAITHFUL FULFILMENT OF THE POLICY CONTRACT. xyxy=(720,1586,804,1632)
empire-tea-line: Empire Tea Co xyxy=(411,839,464,859)
funds-invested: Invested Funds.... £7,621,849 xyxy=(15,813,118,832)
empire-tea-line: Empire Tea Co xyxy=(411,921,464,941)
fielder-line: CABINET GOODS, xyxy=(22,1487,110,1498)
just-received: JUST RECEIVED, xyxy=(130,2013,212,2024)
grace-title: MESSRS GRACE, CLARKE & CO. xyxy=(721,755,803,777)
pharmacy-title: THE PHARMACY, FEILDING xyxy=(225,380,309,402)
divider xyxy=(121,1853,221,1854)
feilding-hotel-title: FEILDING HOTEL, xyxy=(604,36,694,46)
knauss-title: THE KNAUSS PIANO. xyxy=(435,494,565,532)
liverpool-title: LIVERPOOL AND LONDON AND GLOBE INSURANCE COMPANY, xyxy=(17,757,115,802)
empire-tea-line: Empire Tea Co xyxy=(411,1210,464,1230)
henderson-subtitle: PROPRIETOR. xyxy=(334,221,386,230)
milson-title: J. S. MILSON, xyxy=(139,1416,203,1428)
liverpool-body: THIS Company offers to insurers the security of invested funds amounting to over seven million pounds sterling, besides the unlimited liability of a very wealthy proprietary. By a Special Act of the New Zealand Legislature, the company is in a position to sue or be sued in the colony. This Company has ever been noted for its promptitude and liberality in settling claims. Lowest current rates for all classes of Fire Insurance. xyxy=(15,860,118,1055)
bray-title: F. BRAY'S, xyxy=(146,2029,196,2040)
